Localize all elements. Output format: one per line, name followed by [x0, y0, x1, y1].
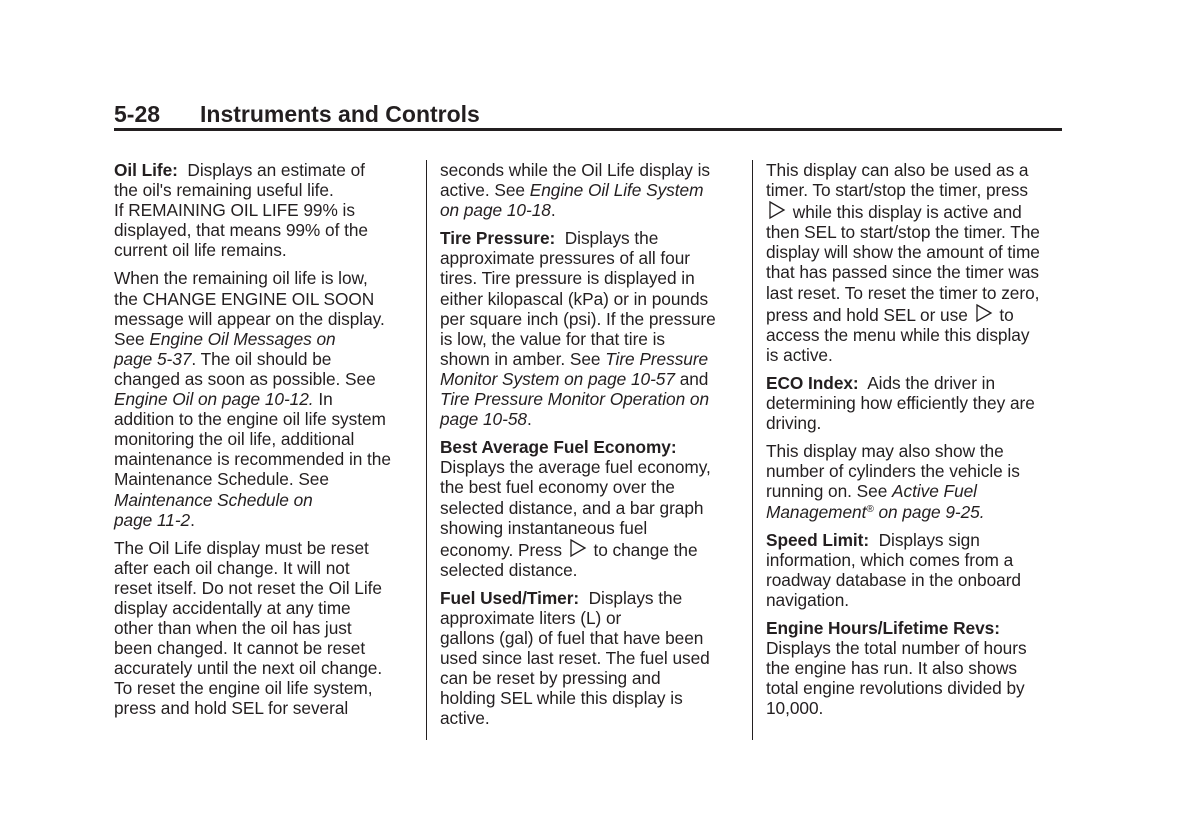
- paragraph-tire-pressure: Tire Pressure: Displays the approximate pressures of all four tires. Tire pressure is displayed in either kilopascal (kPa) or in pounds per square inch (psi). If the pressure is low, the value for that tire is shown in amber. See Tire Pressure Monitor System on page 10-57 and Tire Pressure Monitor Operation on page 10-58.: [440, 228, 716, 430]
- column-1: [114, 160, 416, 727]
- paragraph-best-avg-fuel: Best Average Fuel Economy: Displays the average fuel economy, the best fuel economy over the selected distance, and a bar graph showing instantaneous fuel economy. Press to change the selected distance.: [440, 437, 711, 580]
- cross-reference: Engine Oil on page 10-12.: [114, 389, 314, 410]
- page-number: 5-28: [114, 101, 161, 127]
- paragraph-engine-hours: Engine Hours/Lifetime Revs: Displays the total number of hours the engine has run. It also shows total engine revolutions divided by 10,000.: [766, 617, 1027, 719]
- cross-reference: Maintenance Schedule on: [114, 489, 313, 510]
- paragraph-oil-low: When the remaining oil life is low, the CHANGE ENGINE OIL SOON message will appear on the display. See Engine Oil Messages on page 5-37. The oil should be changed as soon as possible. See Engine Oil on page 10-12. In addition to the engine oil life system monitoring the oil life, additional maintenance is recommended in the Maintenance Schedule. See Maintenance Schedule on page 11-2.: [114, 268, 391, 530]
- paragraph-speed-limit: Speed Limit: Displays sign information, which comes from a roadway database in the onboard navigation.: [766, 529, 1021, 610]
- term-oil-life: Oil Life:: [114, 160, 178, 180]
- paragraph-fuel-used: Fuel Used/Timer: Displays the approximate liters (L) or gallons (gal) of fuel that have been used since last reset. The fuel used can be reset by pressing and holding SEL while this display is active.: [440, 587, 710, 729]
- cross-reference: page 11-2: [114, 509, 191, 530]
- column-2: [440, 160, 738, 737]
- cross-reference: Management® on page 9-25.: [766, 501, 985, 522]
- paragraph-oil-reset: The Oil Life display must be reset after each oil change. It will not reset itself. Do not reset the Oil Life display accidentally at any time other than when the oil has just been changed. It cannot be reset accurately until the next oil change. To reset the engine oil life system, press and hold SEL for several: [114, 537, 383, 719]
- cross-reference: Tire Pressure: [605, 348, 709, 369]
- cross-reference: Engine Oil Messages on: [149, 328, 336, 349]
- page-header: [114, 100, 1062, 131]
- column-divider: [426, 160, 427, 740]
- right-arrow-icon: [974, 303, 994, 323]
- paragraph-oil-life: Oil Life: Displays an estimate of the oil's remaining useful life. If REMAINING OIL LIFE 99% is displayed, that means 99% of the current oil life remains.: [114, 160, 368, 261]
- right-arrow-icon: [767, 200, 787, 220]
- cross-reference: page 10-58: [440, 409, 527, 430]
- term-speed-limit: Speed Limit:: [766, 529, 870, 550]
- term-tire-pressure: Tire Pressure:: [440, 228, 556, 249]
- paragraph-timer: This display can also be used as a timer. To start/stop the timer, press while this display is active and then SEL to start/stop the timer. The display will show the amount of time that has passed since the timer was last reset. To reset the timer to zero, press and hold SEL or use to access the menu while this display is active.: [766, 160, 1040, 365]
- right-arrow-icon: [568, 538, 588, 558]
- term-best-average-fuel-economy: Best Average Fuel Economy:: [440, 437, 677, 458]
- paragraph-cylinders: This display may also show the number of cylinders the vehicle is running on. See Active Fuel Management® on page 9-25.: [766, 441, 1020, 522]
- term-eco-index: ECO Index:: [766, 372, 859, 393]
- paragraph-oil-reset-cont: seconds while the Oil Life display is active. See Engine Oil Life System on page 10-18.: [440, 160, 710, 221]
- column-divider: [752, 160, 753, 740]
- cross-reference: on page 10-18: [440, 200, 551, 221]
- section-title: Instruments and Controls: [200, 101, 480, 127]
- term-fuel-used-timer: Fuel Used/Timer:: [440, 587, 580, 608]
- column-3: [766, 160, 1064, 726]
- cross-reference: Monitor System on page 10-57: [440, 368, 675, 389]
- cross-reference: Active Fuel: [892, 481, 977, 502]
- term-engine-hours-lifetime-revs: Engine Hours/Lifetime Revs:: [766, 617, 1000, 638]
- cross-reference: Tire Pressure Monitor Operation on: [440, 389, 710, 410]
- cross-reference: page 5-37: [114, 348, 192, 369]
- cross-reference: Engine Oil Life System: [529, 180, 704, 201]
- paragraph-eco-index: ECO Index: Aids the driver in determining how efficiently they are driving.: [766, 372, 1035, 434]
